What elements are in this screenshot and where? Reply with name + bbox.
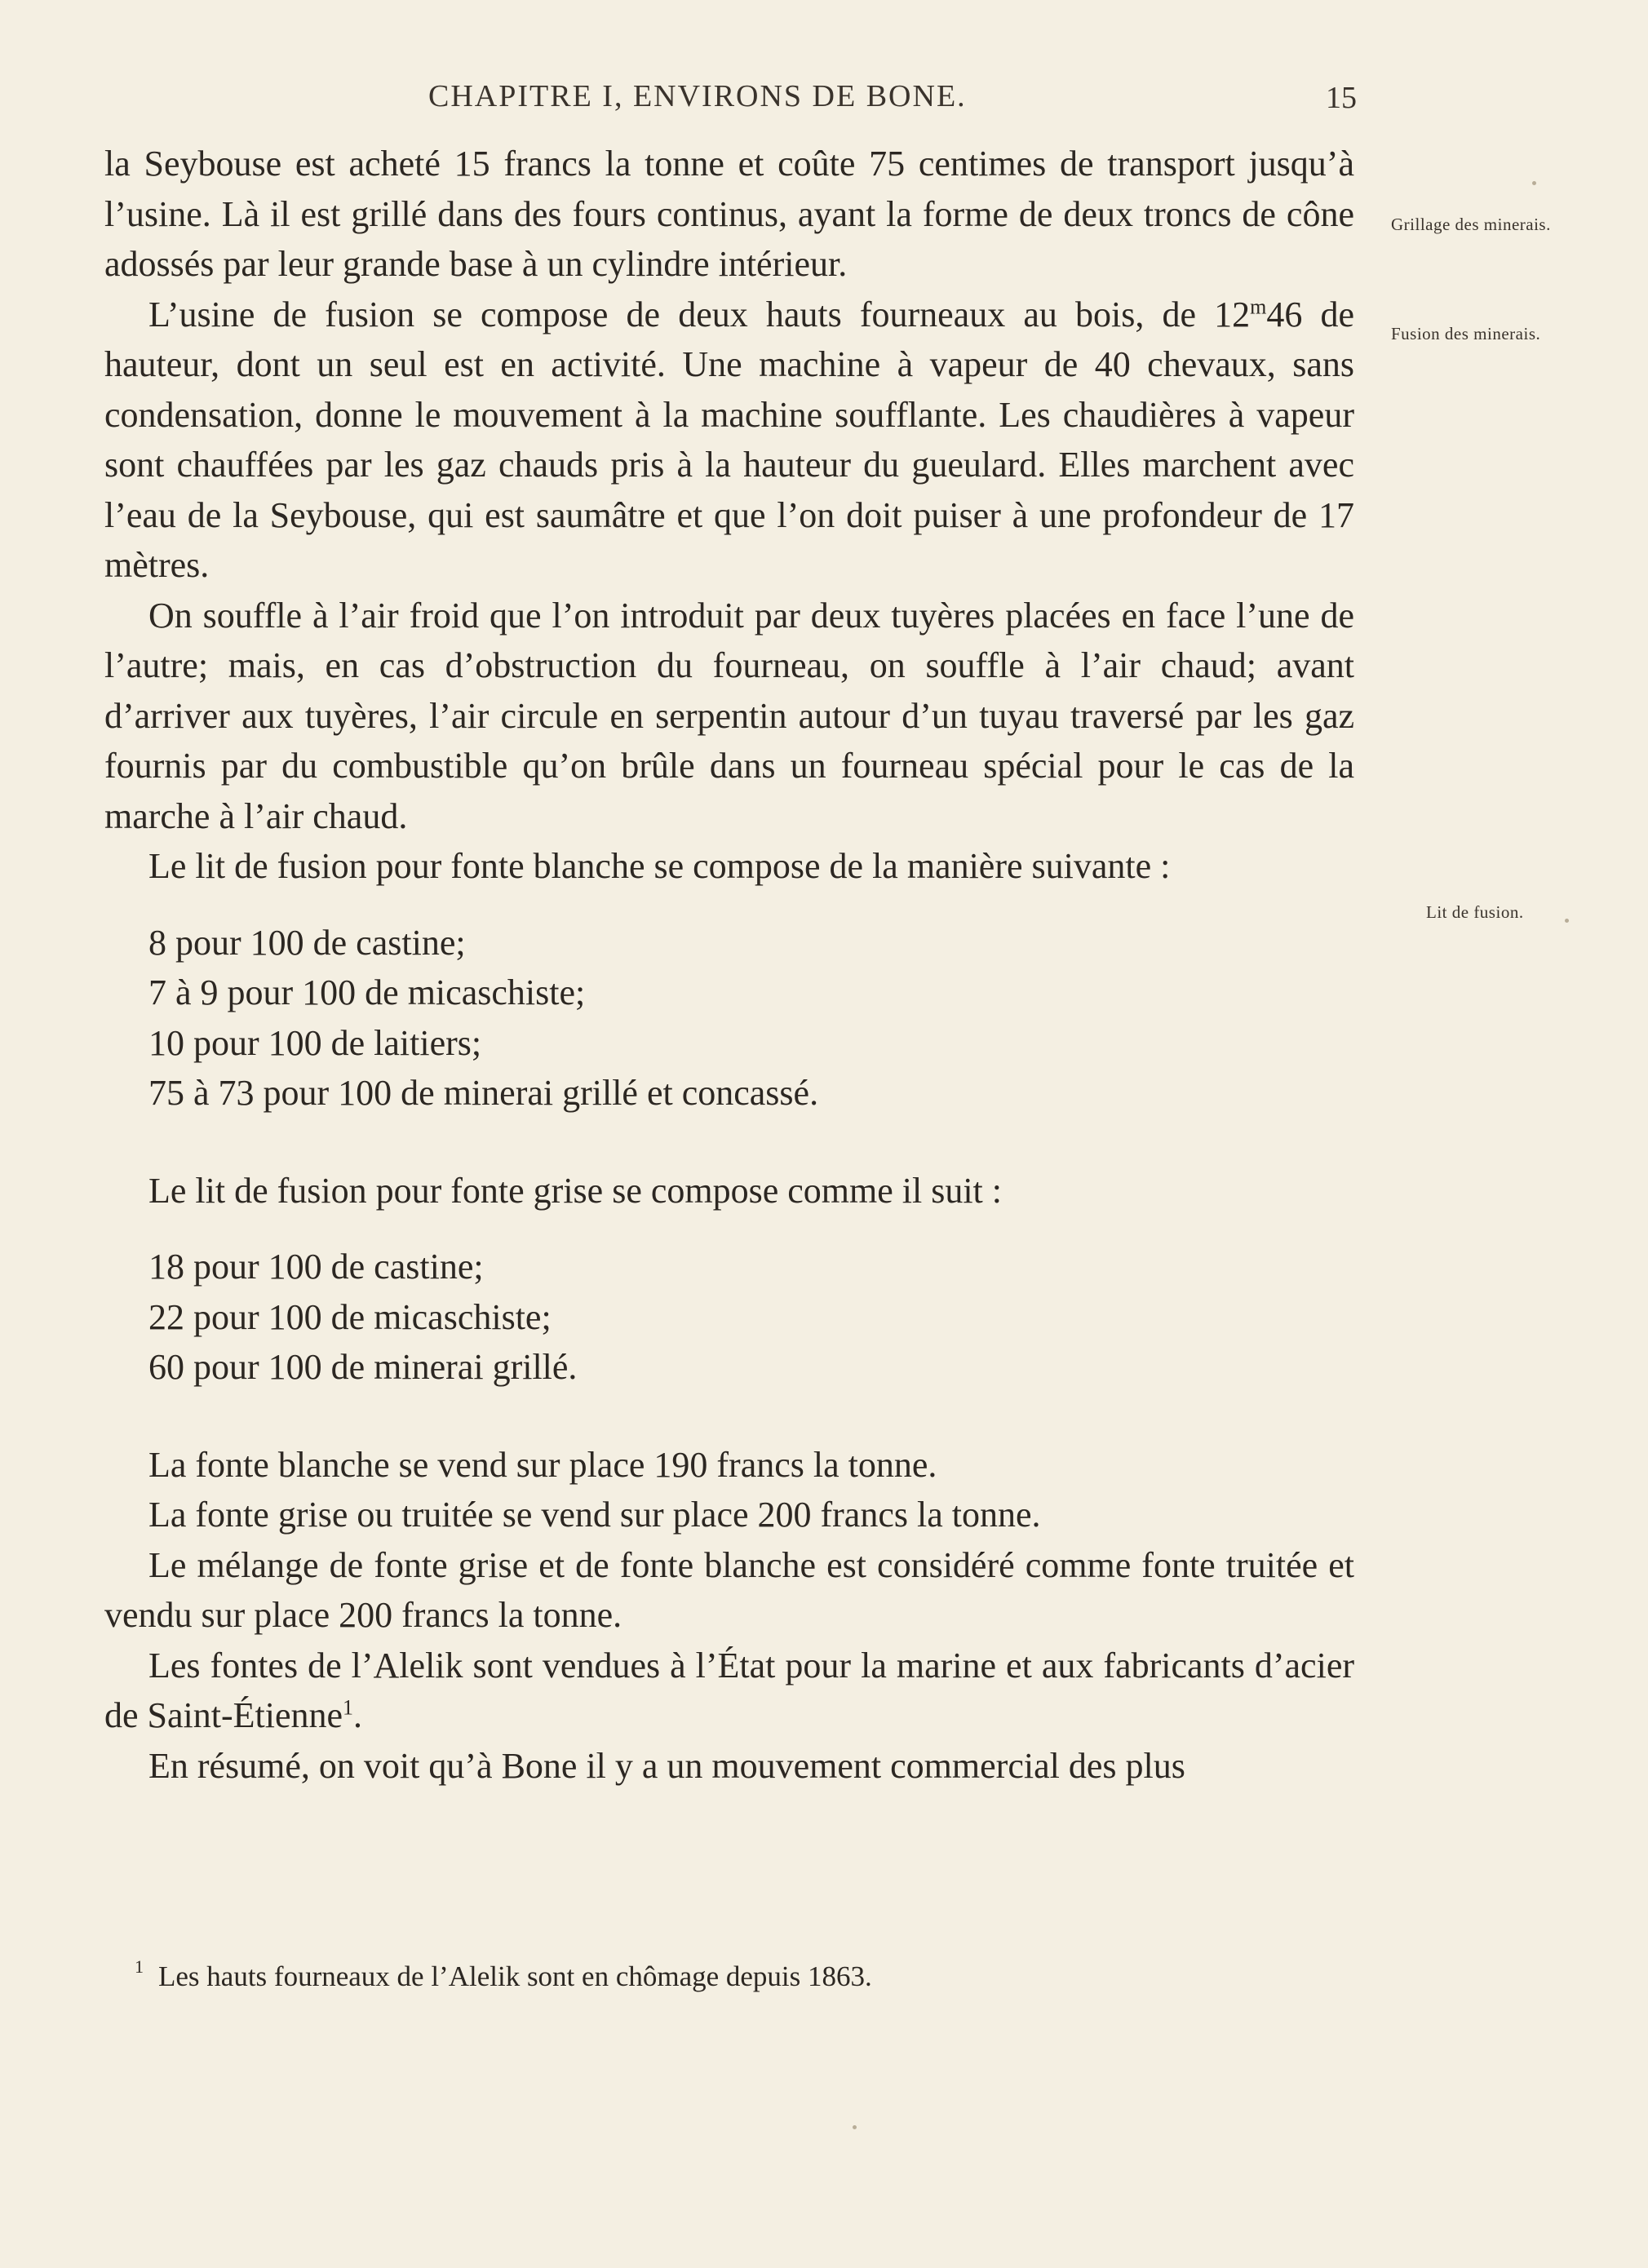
paragraph-9-text: Les fontes de l’Alelik sont vendues à l’État pour la marine et aux fabricants d’acier de Saint-Étienne: [104, 1645, 1354, 1735]
paper-speck: [1532, 181, 1536, 185]
white-iron-charge-list: [104, 918, 1354, 1118]
paragraph-9-end: .: [353, 1695, 363, 1735]
paragraph-3: On souffle à l’air froid que l’on introduit par deux tuyères placées en face l’une de l’autre; mais, en cas d’obstruction du fourneau, on souffle à l’air chaud; avant d’arriver aux tuyères, l’air circule en serpentin autour d’un tuyau traversé par les gaz fournis par du combustible qu’on brûle dans un fourneau spécial pour le cas de la marche à l’air chaud.: [104, 595, 1354, 836]
body-text: [104, 139, 1354, 1791]
list-item: 18 pour 100 de castine;: [148, 1247, 484, 1287]
meter-superscript: m: [1250, 294, 1267, 318]
marginal-note-grillage: Grillage des minerais.: [1391, 215, 1551, 234]
footnote-mark: 1: [135, 1956, 144, 1977]
footnote-text: Les hauts fourneaux de l’Alelik sont en chômage depuis 1863.: [158, 1960, 872, 1992]
paragraph-2: [104, 290, 1354, 591]
paragraph-4: Le lit de fusion pour fonte blanche se compose de la manière suivante :: [148, 846, 1171, 886]
list-item: 8 pour 100 de castine;: [148, 922, 466, 963]
running-title: CHAPITRE I, ENVIRONS DE BONE.: [428, 79, 967, 113]
page-number: 15: [1326, 81, 1357, 115]
paragraph-5: Le lit de fusion pour fonte grise se compose comme il suit :: [148, 1170, 1003, 1211]
paragraph-2-start: L’usine de fusion se compose de deux hauts fourneaux au bois, de 12: [148, 294, 1251, 334]
paragraph-1: la Seybouse est acheté 15 francs la tonne et coûte 75 centimes de transport jusqu’à l’usine. Là il est grillé dans des fours continus, ayant la forme de deux troncs de cône adossés par leur grande base à un cylindre intérieur.: [104, 144, 1354, 284]
list-item: 22 pour 100 de micaschiste;: [148, 1296, 552, 1337]
paragraph-7: La fonte grise ou truitée se vend sur place 200 francs la tonne.: [148, 1495, 1041, 1535]
list-item: 75 à 73 pour 100 de minerai grillé et concassé.: [148, 1073, 819, 1113]
paragraph-6: La fonte blanche se vend sur place 190 francs la tonne.: [148, 1444, 937, 1485]
paragraph-10: En résumé, on voit qu’à Bone il y a un mouvement commercial des plus: [148, 1745, 1185, 1786]
footnote-reference[interactable]: 1: [343, 1695, 354, 1720]
paper-speck: [853, 2125, 857, 2129]
paragraph-9: [104, 1641, 1354, 1741]
marginal-note-lit-de-fusion: Lit de fusion.: [1426, 902, 1524, 922]
paragraph-2-rest: 46 de hauteur, dont un seul est en activité. Une machine à vapeur de 40 chevaux, sans condensation, donne le mouvement à la machine soufflante. Les chaudières à vapeur sont chauffées par les gaz chauds pris à la hauteur du gueulard. Elles marchent avec l’eau de la Seybouse, qui est saumâtre et que l’on doit puiser à une profondeur de 17 mètres.: [104, 294, 1354, 585]
grey-iron-charge-list: [104, 1242, 1354, 1393]
footnote: [135, 1956, 872, 1993]
page-header: [0, 78, 1648, 119]
list-item: 7 à 9 pour 100 de micaschiste;: [148, 972, 586, 1012]
paper-speck: [1565, 919, 1569, 923]
list-item: 60 pour 100 de minerai grillé.: [148, 1347, 578, 1387]
marginal-note-fusion: Fusion des minerais.: [1391, 324, 1541, 343]
list-item: 10 pour 100 de laitiers;: [148, 1022, 482, 1063]
paragraph-8: Le mélange de fonte grise et de fonte blanche est considéré comme fonte truitée et vendu sur place 200 francs la tonne.: [104, 1544, 1354, 1635]
